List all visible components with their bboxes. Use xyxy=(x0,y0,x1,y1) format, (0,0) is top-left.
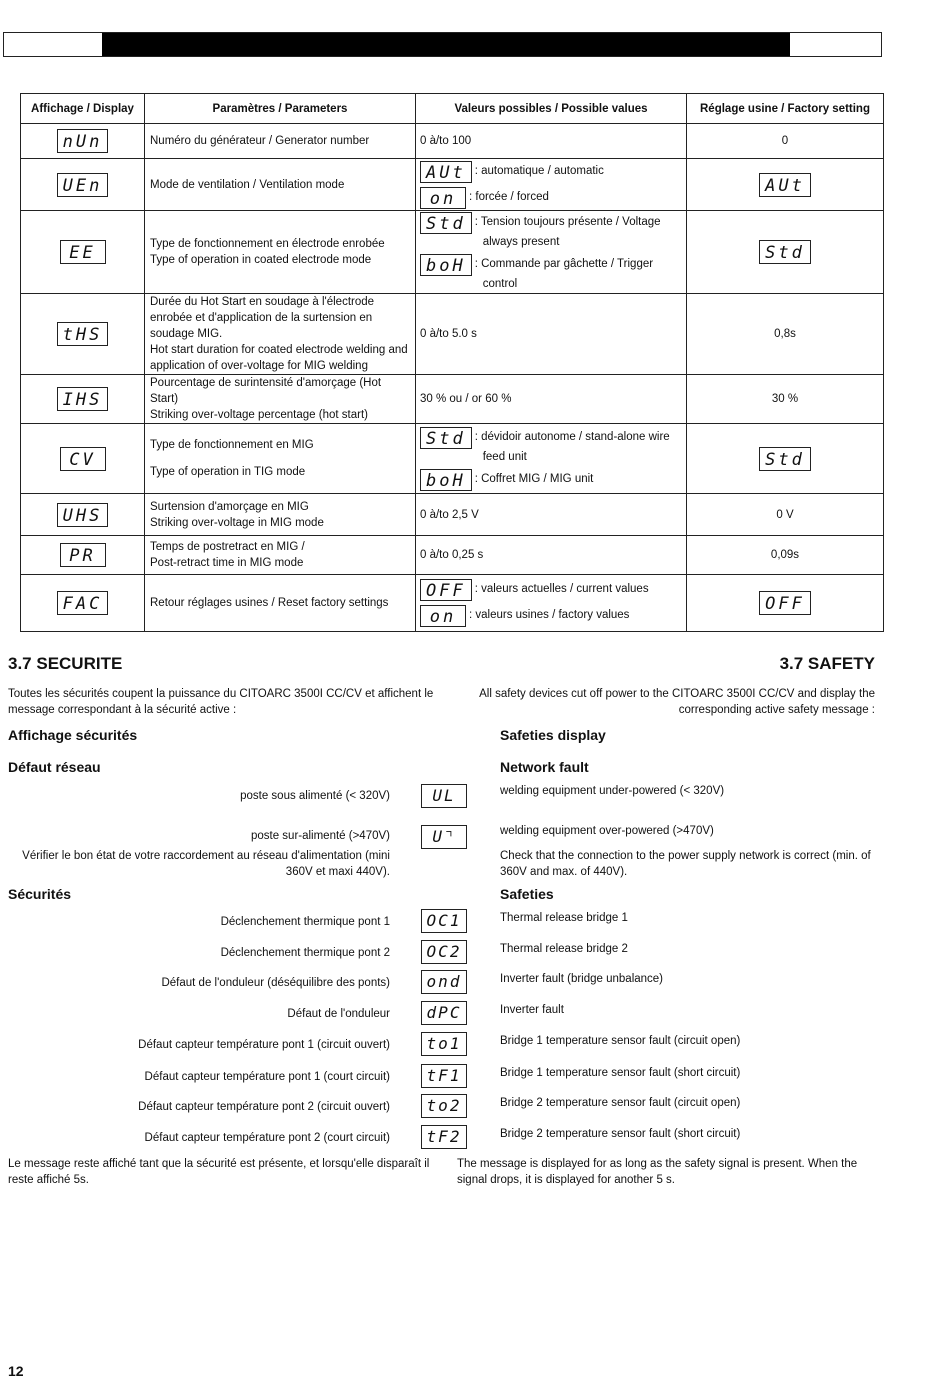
values-cell xyxy=(416,294,687,375)
safety-fr: Défaut capteur température pont 1 (circuit ouvert) xyxy=(138,1039,390,1051)
factory-cell xyxy=(687,424,884,494)
safety-fr: Déclenchement thermique pont 1 xyxy=(220,916,390,928)
values-cell xyxy=(416,159,687,211)
lcd-factory: Std xyxy=(759,447,811,471)
parameter-line: enrobée et d'application de la surtension en xyxy=(150,312,373,324)
values-text: 0 à/to 0,25 s xyxy=(420,549,484,561)
lcd-option: Std xyxy=(420,427,472,449)
value-option xyxy=(420,187,682,209)
parameter-line: Mode de ventilation / Ventilation mode xyxy=(150,178,345,191)
value-option xyxy=(420,469,682,491)
safety-lcd: dPC xyxy=(421,1001,467,1025)
parameter-cell xyxy=(145,424,416,494)
values-cell xyxy=(416,375,687,424)
lcd-display: tHS xyxy=(57,322,109,346)
parameter-line: Surtension d'amorçage en MIG xyxy=(150,500,309,513)
header-black-band xyxy=(102,33,790,56)
lcd-option: on xyxy=(420,605,466,627)
page-number: 12 xyxy=(8,1363,24,1379)
factory-cell xyxy=(687,575,884,632)
values-cell xyxy=(416,424,687,494)
lcd-option: boH xyxy=(420,254,472,276)
heading-display-en: Safeties display xyxy=(500,727,606,743)
heading-safeties-fr: Sécurités xyxy=(8,886,72,902)
factory-cell xyxy=(687,294,884,375)
parameters-table xyxy=(20,93,884,632)
display-cell xyxy=(21,159,145,211)
closing-fr: Le message reste affiché tant que la sécurité est présente, et lorsqu'elle disparaît il reste affiché 5s. xyxy=(8,1158,430,1186)
parameter-line: Post-retract time in MIG mode xyxy=(150,557,304,569)
parameter-cell xyxy=(145,159,416,211)
parameter-line: Type of operation in TIG mode xyxy=(150,466,306,478)
parameter-line: Start) xyxy=(150,393,179,405)
closing-en: The message is displayed for as long as the safety signal is present. When the signal drops, it is displayed for another 5 s. xyxy=(457,1158,858,1186)
safety-en: Thermal release bridge 1 xyxy=(500,912,628,924)
section-title-en: 3.7 SAFETY xyxy=(779,654,875,673)
parameter-line: Pourcentage de surintensité d'amorçage (Hot xyxy=(150,377,382,389)
network-fault-lcd: U⌝ xyxy=(421,825,467,849)
safety-fr: Défaut capteur température pont 2 (circuit ouvert) xyxy=(138,1101,390,1113)
parameter-cell xyxy=(145,294,416,375)
lcd-factory: Std xyxy=(759,240,811,264)
safety-fr: Défaut capteur température pont 1 (court circuit) xyxy=(144,1071,390,1083)
factory-cell xyxy=(687,494,884,536)
lcd-option: AUt xyxy=(420,161,472,183)
parameter-cell xyxy=(145,211,416,294)
values-text: 0 à/to 100 xyxy=(420,135,472,147)
table-row xyxy=(21,494,884,536)
display-cell xyxy=(21,494,145,536)
table-row xyxy=(21,424,884,494)
table-row xyxy=(21,159,884,211)
heading-display-fr: Affichage sécurités xyxy=(8,727,138,743)
option-text: : Commande par gâchette / Trigger xyxy=(474,258,654,270)
safety-fr: Déclenchement thermique pont 2 xyxy=(220,947,390,959)
option-text-cont: feed unit xyxy=(482,450,527,463)
network-note-en: Check that the connection to the power supply network is correct (min. of 360V and max. of 440V). xyxy=(500,850,871,878)
parameter-line: Type of operation in coated electrode mode xyxy=(150,254,372,266)
factory-cell xyxy=(687,536,884,575)
parameter-line xyxy=(150,453,410,464)
col-display: Affichage / Display xyxy=(21,94,145,124)
network-fault-fr: poste sur-alimenté (>470V) xyxy=(250,830,390,842)
safety-lcd: to2 xyxy=(421,1094,467,1118)
factory-text: 0,09s xyxy=(770,549,800,561)
values-cell xyxy=(416,211,687,294)
value-option xyxy=(420,579,682,601)
table-row xyxy=(21,575,884,632)
table-row xyxy=(21,375,884,424)
parameter-cell xyxy=(145,494,416,536)
factory-cell xyxy=(687,159,884,211)
table-row xyxy=(21,294,884,375)
display-cell xyxy=(21,575,145,632)
factory-text: 0,8s xyxy=(774,328,796,340)
value-option xyxy=(420,605,682,627)
factory-cell xyxy=(687,211,884,294)
safety-en: Inverter fault xyxy=(500,1004,564,1016)
parameter-line: Numéro du générateur / Generator number xyxy=(150,135,370,147)
parameter-line: application of over-voltage for MIG welding xyxy=(150,360,368,372)
factory-cell xyxy=(687,375,884,424)
parameter-cell xyxy=(145,536,416,575)
parameter-cell xyxy=(145,575,416,632)
parameter-cell xyxy=(145,124,416,159)
network-fault-fr: poste sous alimenté (< 320V) xyxy=(240,790,390,802)
safety-lcd: to1 xyxy=(421,1032,467,1056)
option-text-cont: always present xyxy=(482,236,560,248)
lcd-display: UEn xyxy=(57,173,109,197)
parameter-line: Durée du Hot Start en soudage à l'électrode xyxy=(150,296,375,308)
option-text: : valeurs actuelles / current values xyxy=(474,583,649,595)
safety-lcd: ond xyxy=(421,970,467,994)
safety-en: Thermal release bridge 2 xyxy=(500,943,628,955)
display-cell xyxy=(21,424,145,494)
option-text: : automatique / automatic xyxy=(474,164,604,177)
value-option xyxy=(420,427,682,465)
factory-text: 30 % xyxy=(771,393,799,405)
values-cell xyxy=(416,494,687,536)
col-values: Valeurs possibles / Possible values xyxy=(416,94,687,124)
heading-safeties-en: Safeties xyxy=(500,886,554,902)
display-cell xyxy=(21,124,145,159)
lcd-option: Std xyxy=(420,212,472,234)
parameter-cell xyxy=(145,375,416,424)
parameter-line: Type de fonctionnement en MIG xyxy=(150,439,314,451)
heading-network-fr: Défaut réseau xyxy=(8,759,101,775)
values-text: 0 à/to 2,5 V xyxy=(420,508,479,521)
table-row xyxy=(21,124,884,159)
network-note-fr: Vérifier le bon état de votre raccordement au réseau d'alimentation (mini 360V et maxi 440V). xyxy=(22,850,390,878)
intro-fr: Toutes les sécurités coupent la puissance du CITOARC 3500I CC/CV et affichent le message correspondant à la sécurité active : xyxy=(8,688,434,716)
intro-en: All safety devices cut off power to the CITOARC 3500I CC/CV and display the corresponding active safety message : xyxy=(479,688,875,716)
safety-lcd: tF2 xyxy=(421,1125,467,1149)
option-text: : dévidoir autonome / stand-alone wire xyxy=(474,430,670,443)
parameter-line: Type de fonctionnement en électrode enrobée xyxy=(150,238,385,250)
safety-en: Bridge 1 temperature sensor fault (short circuit) xyxy=(500,1067,741,1079)
values-cell xyxy=(416,536,687,575)
safety-en: Bridge 2 temperature sensor fault (circuit open) xyxy=(500,1097,741,1109)
lcd-display: CV xyxy=(60,447,106,471)
parameter-line: Hot start duration for coated electrode welding and xyxy=(150,344,408,356)
value-option xyxy=(420,212,682,250)
network-fault-en: welding equipment under-powered (< 320V) xyxy=(500,785,725,797)
safety-fr: Défaut de l'onduleur xyxy=(287,1008,390,1020)
lcd-display: IHS xyxy=(57,387,109,411)
safety-lcd: tF1 xyxy=(421,1064,467,1088)
option-text: : Coffret MIG / MIG unit xyxy=(474,472,594,485)
lcd-option: OFF xyxy=(420,579,472,601)
table-row xyxy=(21,536,884,575)
value-option xyxy=(420,161,682,183)
safety-lcd: OC1 xyxy=(421,909,467,933)
display-cell xyxy=(21,375,145,424)
lcd-display: EE xyxy=(60,240,106,264)
network-fault-lcd: UL xyxy=(421,784,467,808)
safety-fr: Défaut capteur température pont 2 (court circuit) xyxy=(144,1132,390,1144)
table-row xyxy=(21,211,884,294)
option-text: : Tension toujours présente / Voltage xyxy=(474,216,661,228)
value-option xyxy=(420,254,682,292)
parameter-line: Striking over-voltage in MIG mode xyxy=(150,516,324,529)
factory-text: 0 V xyxy=(776,508,794,521)
lcd-display: PR xyxy=(60,543,106,567)
values-cell xyxy=(416,575,687,632)
lcd-factory: OFF xyxy=(759,591,811,615)
header-bar xyxy=(3,32,882,57)
lcd-display: UHS xyxy=(57,503,109,527)
option-text-cont: control xyxy=(482,278,518,290)
lcd-option: boH xyxy=(420,469,472,491)
col-parameters: Paramètres / Parameters xyxy=(145,94,416,124)
display-cell xyxy=(21,294,145,375)
factory-text: 0 xyxy=(781,135,789,147)
safety-en: Bridge 1 temperature sensor fault (circuit open) xyxy=(500,1035,741,1047)
network-fault-en: welding equipment over-powered (>470V) xyxy=(500,825,714,837)
lcd-display: nUn xyxy=(57,129,109,153)
section-title-fr: 3.7 SECURITE xyxy=(8,654,123,673)
parameter-line: Temps de postretract en MIG / xyxy=(150,541,305,553)
option-text: : forcée / forced xyxy=(469,190,549,203)
lcd-factory: AUt xyxy=(759,173,811,197)
display-cell xyxy=(21,211,145,294)
safety-en: Inverter fault (bridge unbalance) xyxy=(500,973,664,985)
heading-network-en: Network fault xyxy=(500,759,589,775)
col-factory: Réglage usine / Factory setting xyxy=(687,94,884,124)
values-text: 30 % ou / or 60 % xyxy=(420,393,512,405)
safety-fr: Défaut de l'onduleur (déséquilibre des ponts) xyxy=(161,977,390,989)
parameter-line: Striking over-voltage percentage (hot start) xyxy=(150,409,368,421)
lcd-option: on xyxy=(420,187,466,209)
option-text: : valeurs usines / factory values xyxy=(469,609,630,621)
values-cell xyxy=(416,124,687,159)
lcd-display: FAC xyxy=(57,591,109,615)
parameter-line: soudage MIG. xyxy=(150,328,223,340)
parameter-line: Retour réglages usines / Reset factory settings xyxy=(150,597,389,609)
display-cell xyxy=(21,536,145,575)
values-text: 0 à/to 5.0 s xyxy=(420,328,477,340)
safety-en: Bridge 2 temperature sensor fault (short circuit) xyxy=(500,1128,741,1140)
safety-lcd: OC2 xyxy=(421,940,467,964)
factory-cell xyxy=(687,124,884,159)
